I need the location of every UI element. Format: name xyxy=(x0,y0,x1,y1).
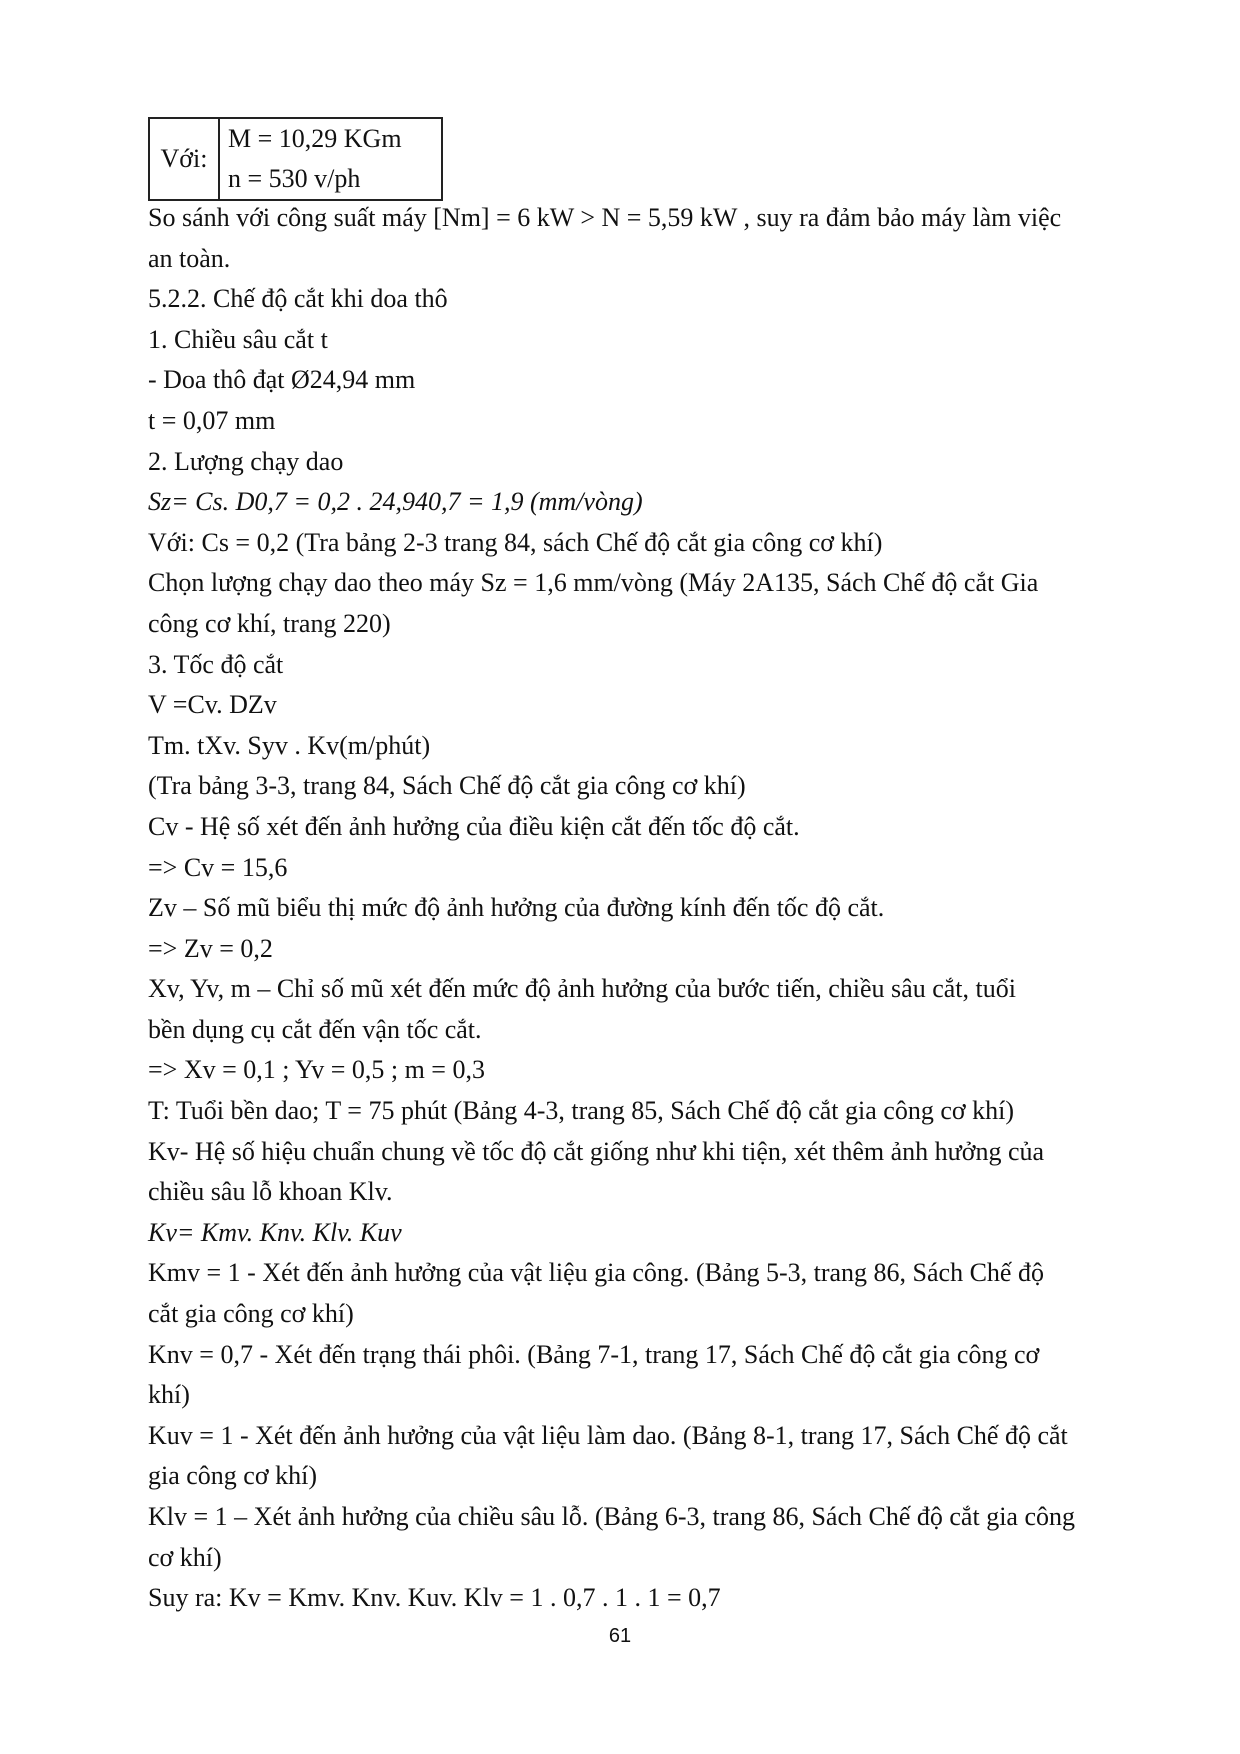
text-line: Kuv = 1 - Xét đến ảnh hưởng của vật liệu làm dao. (Bảng 8-1, trang 17, Sách Chế độ cắt xyxy=(148,1420,1068,1450)
text-line: bền dụng cụ cắt đến vận tốc cắt. xyxy=(148,1014,482,1044)
text-line: So sánh với công suất máy [Nm] = 6 kW > N = 5,59 kW , suy ra đảm bảo máy làm việc xyxy=(148,203,1062,232)
text-line: t = 0,07 mm xyxy=(148,405,276,435)
page-number: 61 xyxy=(608,1625,632,1647)
formula-line: V =Cv. DZv xyxy=(148,690,277,720)
text-line: Với: Cs = 0,2 (Tra bảng 2-3 trang 84, sách Chế độ cắt gia công cơ khí) xyxy=(148,527,883,557)
text-line: Knv = 0,7 - Xét đến trạng thái phôi. (Bảng 7-1, trang 17, Sách Chế độ cắt gia công cơ xyxy=(148,1339,1040,1369)
text-line: Kv- Hệ số hiệu chuẩn chung về tốc độ cắt giống như khi tiện, xét thêm ảnh hưởng của xyxy=(148,1136,1045,1166)
text-line: Xv, Yv, m – Chỉ số mũ xét đến mức độ ảnh hưởng của bước tiến, chiều sâu cắt, tuổi xyxy=(148,974,1016,1004)
body-text xyxy=(148,198,1108,1619)
section-heading: 5.2.2. Chế độ cắt khi doa thô xyxy=(148,284,448,314)
formula-line: Suy ra: Kv = Kmv. Knv. Kuv. Klv = 1 . 0,7 . 1 . 1 = 0,7 xyxy=(148,1583,721,1613)
text-line: cắt gia công cơ khí) xyxy=(148,1299,354,1329)
text-line: Kmv = 1 - Xét đến ảnh hưởng của vật liệu gia công. (Bảng 5-3, trang 86, Sách Chế độ xyxy=(148,1258,1044,1288)
text-line: (Tra bảng 3-3, trang 84, Sách Chế độ cắt gia công cơ khí) xyxy=(148,771,746,801)
text-line: 3. Tốc độ cắt xyxy=(148,649,284,679)
with-values xyxy=(219,118,442,200)
formula-line: Kv= Kmv. Knv. Klv. Kuv xyxy=(148,1217,402,1247)
text-line: T: Tuổi bền dao; T = 75 phút (Bảng 4-3, trang 85, Sách Chế độ cắt gia công cơ khí) xyxy=(148,1096,1014,1126)
text-line: 2. Lượng chạy dao xyxy=(148,446,344,476)
formula-line: Tm. tXv. Syv . Kv(m/phút) xyxy=(148,730,431,760)
text-line: => Xv = 0,1 ; Yv = 0,5 ; m = 0,3 xyxy=(148,1055,485,1085)
text-line: chiều sâu lỗ khoan Klv. xyxy=(148,1177,393,1207)
speed-value: n = 530 v/ph xyxy=(228,164,361,193)
text-line: khí) xyxy=(148,1380,190,1410)
text-line: Cv - Hệ số xét đến ảnh hưởng của điều kiện cắt đến tốc độ cắt. xyxy=(148,811,800,841)
text-line: Chọn lượng chạy dao theo máy Sz = 1,6 mm/vòng (Máy 2A135, Sách Chế độ cắt Gia xyxy=(148,568,1039,598)
text-line: 1. Chiều sâu cắt t xyxy=(148,324,328,354)
text-line: cơ khí) xyxy=(148,1542,222,1572)
text-line: - Doa thô đạt Ø24,94 mm xyxy=(148,365,416,395)
text-line: Zv – Số mũ biểu thị mức độ ảnh hưởng của đường kính đến tốc độ cắt. xyxy=(148,893,885,923)
text-line: an toàn. xyxy=(148,243,231,273)
with-label: Với: xyxy=(149,118,219,200)
moment-value: M = 10,29 KGm xyxy=(228,124,402,153)
text-line: => Zv = 0,2 xyxy=(148,933,273,963)
text-line: gia công cơ khí) xyxy=(148,1461,317,1491)
text-line: => Cv = 15,6 xyxy=(148,852,288,882)
text-line: công cơ khí, trang 220) xyxy=(148,608,391,638)
formula-line: Sz= Cs. D0,7 = 0,2 . 24,940,7 = 1,9 (mm/vòng) xyxy=(148,487,643,517)
text-line: Klv = 1 – Xét ảnh hưởng của chiều sâu lỗ. (Bảng 6-3, trang 86, Sách Chế độ cắt gia công xyxy=(148,1502,1075,1531)
with-values-box xyxy=(148,117,443,201)
